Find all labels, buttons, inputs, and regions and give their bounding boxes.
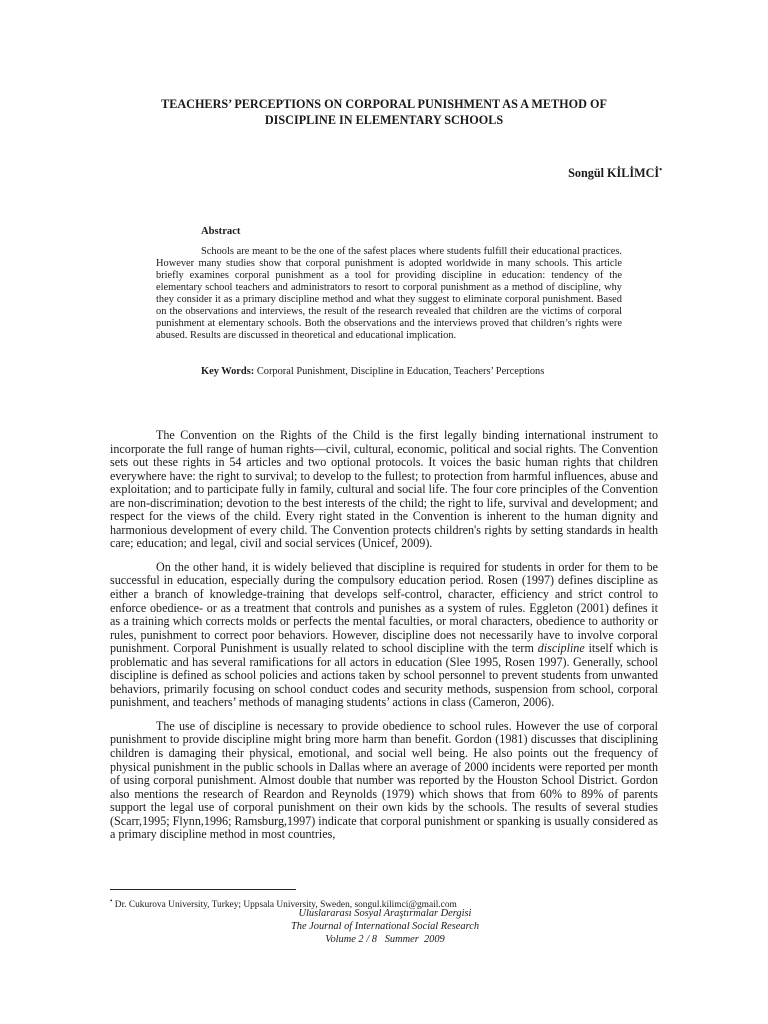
body-text (110, 429, 658, 852)
journal-name-english: The Journal of International Social Research (290, 921, 480, 932)
journal-volume: Volume 2 / 8 Summer 2009 (325, 934, 445, 945)
paragraph-3: The use of discipline is necessary to provide obedience to school rules. However the use of corporal punishment to provide discipline might bring more harm than benefit. Gordon (1981) discusses that disciplining children is damaging their physical, emotional, and social well being. He also points out the frequency of physical punishment in the public schools in Dallas where an average of 2000 incidents were reported per month of using corporal punishment. Almost double that number was reported by the Houston School District. Gordon also mentions the research of Reardon and Reynolds (1979) which shows that from 60% to 89% of parents support the legal use of corporal punishment on their own kids by the schools. The results of several studies (Scarr,1995; Flynn,1996; Ramsburg,1997) indicate that corporal punishment or spanking is usually considered as a primary discipline method in most countries, (110, 718, 658, 842)
journal-footer (200, 907, 570, 946)
abstract-heading: Abstract (201, 226, 241, 237)
author-footnote-marker: • (659, 165, 662, 174)
title-line-1: TEACHERS’ PERCEPTIONS ON CORPORAL PUNISHMENT AS A METHOD OF (161, 97, 607, 111)
footnote-rule (110, 889, 296, 890)
paragraph-2: On the other hand, it is widely believed that discipline is required for students in order for them to be successful in education, especially during the compulsory education period. Rosen (1997) defines discipline as either a branch of knowledge-training that develops self-control, character, efficiency and strict control to enforce obedience- or as a treatment that controls and punishes as a system of rules. Eggleton (2001) defines it as a training which corrects molds or perfects the mental faculties, or moral characters, obedience to authority or rules, punishment to correct poor behaviors. However, discipline does not necessarily have to involve corporal punishment. Corporal Punishment is usually related to school discipline with the term discipline itself which is problematic and has several ramifications for all actors in education (Slee 1995, Rosen 1997). Generally, school discipline is defined as school policies and actions taken by school personnel to prevent students from unwanted behaviors, primarily focusing on school conduct codes and security methods, suspension from school, corporal punishment, and teachers’ methods of managing students’ actions in class (Cameron, 2006). (110, 559, 658, 710)
journal-name-turkish: Uluslararası Sosyal Araştırmalar Dergisi (298, 908, 472, 919)
author-byline (568, 163, 662, 180)
paragraph-1: The Convention on the Rights of the Child is the first legally binding international instrument to incorporate the full range of human rights—civil, cultural, economic, political and social rights. The Convention sets out these rights in 54 articles and two optional protocols. It voices the basic human rights that children everywhere have: the right to survival; to develop to the fullest; to protection from harmful influences, abuse and exploitation; and to participate fully in family, cultural and social life. The four core principles of the Convention are non-discrimination; devotion to the best interests of the child; the right to life, survival and development; and respect for the views of the child. Every right stated in the Convention is inherent to the human dignity and harmonious development of every child. The Convention protects children's rights by setting standards in health care; education; and legal, civil and social services (Unicef, 2009). (110, 428, 658, 551)
keywords (201, 365, 544, 378)
author-name: Songül KİLİMCİ (568, 166, 660, 181)
keywords-text: Corporal Punishment, Discipline in Education, Teachers’ Perceptions (256, 366, 545, 377)
abstract-body (156, 246, 622, 342)
discipline-term: discipline (537, 641, 585, 656)
abstract-text: Schools are meant to be the one of the safest places where students fulfill their educational practices. However many studies show that corporal punishment is adopted worldwide in many schools. This article briefly examines corporal punishment as a tool for providing discipline in education: tendency of the elementary school teachers and administrators to resort to corporal punishment as a method of discipline, why they consider it as a primary discipline method and what they suggest to eliminate corporal punishment. Based on the observations and interviews, the result of the research revealed that children are the victims of corporal punishment at elementary schools. Both the observations and the interviews proved that children’s rights were abused. Results are discussed in theoretical and educational implication. (156, 246, 622, 341)
footnote-text: Dr. Cukurova University, Turkey; Uppsala University, Sweden, songul.kilimci@gmail.com (114, 900, 457, 911)
keywords-label: Key Words: (201, 366, 255, 377)
paper-title (110, 96, 658, 128)
title-line-2: DISCIPLINE IN ELEMENTARY SCHOOLS (264, 113, 504, 127)
footnote-marker: • (110, 897, 113, 905)
